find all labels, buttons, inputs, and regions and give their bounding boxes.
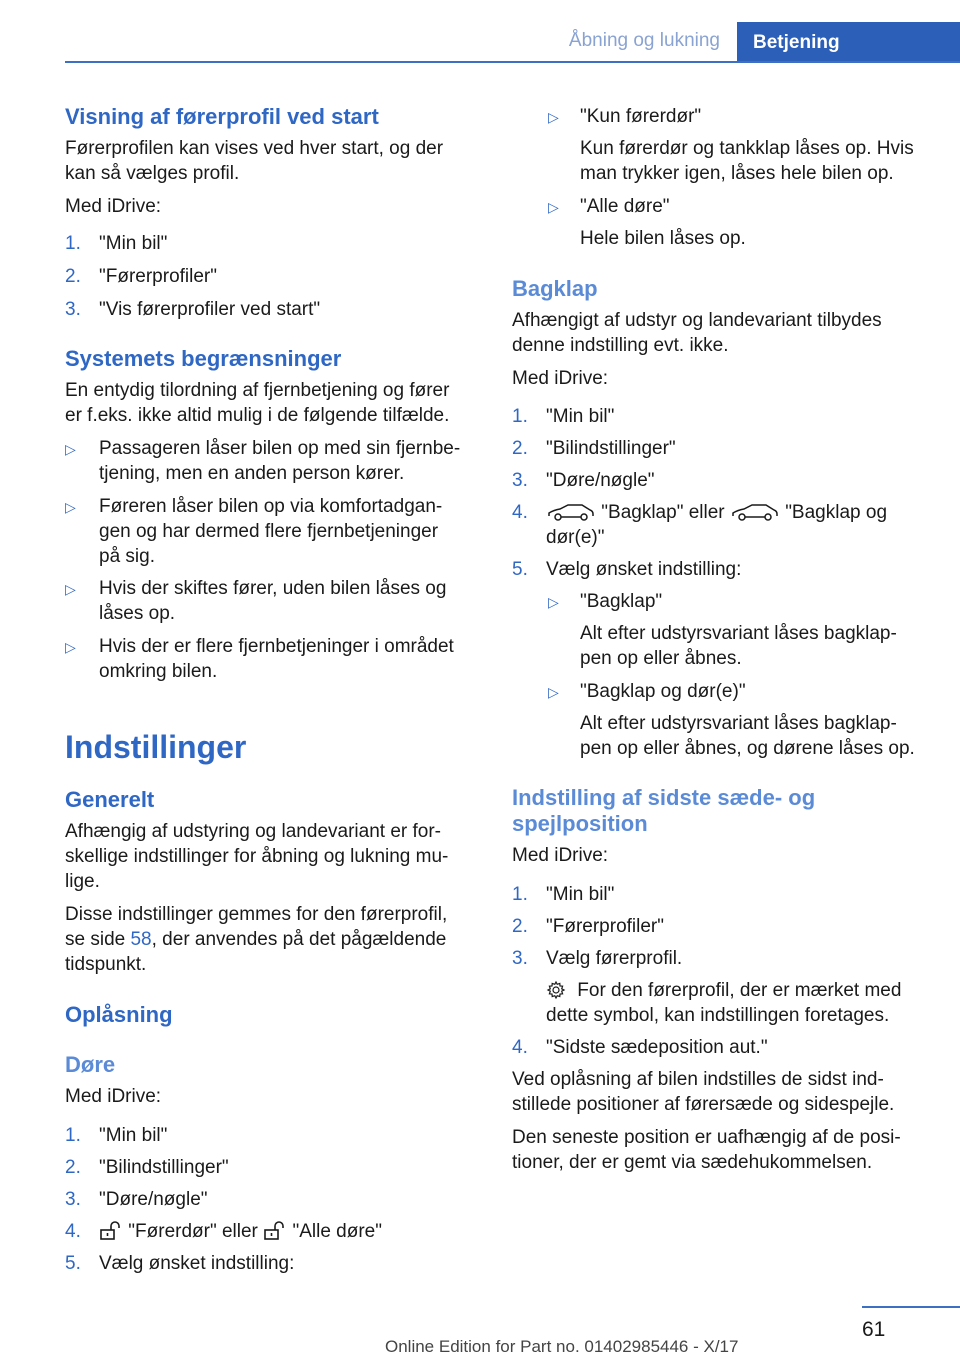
paragraph-line: En entydig tilordning af fjernbetjening og fører (65, 380, 450, 401)
footer-rule (862, 1306, 960, 1308)
triangle-bullet-icon: ▷ (65, 581, 76, 597)
triangle-bullet-icon: ▷ (548, 684, 559, 700)
paragraph-med-idrive: Med iDrive: (512, 845, 609, 866)
header-section-title: Åbning og lukning (568, 30, 720, 51)
heading-sidste-saede: Indstilling af sidste sæde- og (512, 785, 816, 810)
profile-gear-icon (546, 980, 566, 1000)
heading-indstillinger: Indstillinger (65, 729, 247, 765)
paragraph-line: lige. (65, 871, 100, 892)
page-reference-link[interactable]: 58 (130, 929, 152, 950)
paragraph-line: skellige indstillinger for åbning og lukning mu‐ (65, 846, 449, 867)
paragraph-line: stillede positioner af førersæde og sidespejle. (512, 1094, 895, 1115)
triangle-bullet-icon: ▷ (65, 639, 76, 655)
paragraph-line: Den seneste position er uafhængig af de posi‐ (512, 1127, 901, 1148)
paragraph-line: er f.eks. ikke altid mulig i de følgende tilfælde. (65, 405, 450, 426)
heading-sidste-saede: spejlposition (512, 811, 648, 836)
triangle-bullet-icon: ▷ (548, 199, 559, 215)
paragraph-line: kan så vælges profil. (65, 163, 240, 184)
paragraph-line: denne indstilling evt. ikke. (512, 335, 729, 356)
paragraph-med-idrive: Med iDrive: (512, 368, 609, 389)
paragraph-med-idrive: Med iDrive: (65, 196, 162, 217)
triangle-bullet-icon: ▷ (548, 594, 559, 610)
paragraph-line: Førerprofilen kan vises ved hver start, og der (65, 138, 444, 159)
paragraph-line: Disse indstillinger gemmes for den førerprofil, (65, 904, 448, 925)
edition-footer: Online Edition for Part no. 01402985446 - X/17 (385, 1337, 739, 1356)
lock-open-icon (263, 1221, 287, 1241)
paragraph-line: tioner, der er gemt via sædehukommelsen. (512, 1152, 873, 1173)
header-chapter-tab: Betjening (737, 22, 960, 62)
lock-open-icon (99, 1221, 123, 1241)
paragraph-line: tidspunkt. (65, 954, 147, 975)
heading-dore: Døre (65, 1052, 116, 1077)
triangle-bullet-icon: ▷ (65, 499, 76, 515)
paragraph-line: Afhængig af udstyring og landevariant er for‐ (65, 821, 441, 842)
paragraph-line: Ved oplåsning af bilen indstilles de sidst ind‐ (512, 1069, 884, 1090)
heading-visning: Visning af førerprofil ved start (65, 104, 379, 129)
paragraph-line: Afhængigt af udstyr og landevariant tilbydes (512, 310, 882, 331)
paragraph-med-idrive: Med iDrive: (65, 1086, 162, 1107)
header-rule (65, 61, 960, 63)
heading-bagklap: Bagklap (512, 276, 598, 301)
heading-oplasning: Oplåsning (65, 1002, 173, 1027)
heading-systemets: Systemets begrænsninger (65, 346, 342, 371)
paragraph-line: se side 58, der anvendes på det pågældende (65, 929, 447, 950)
car-tailgate-icon (730, 502, 780, 522)
triangle-bullet-icon: ▷ (548, 109, 559, 125)
heading-generelt: Generelt (65, 787, 155, 812)
car-tailgate-icon (546, 502, 596, 522)
page-number: 61 (862, 1318, 886, 1341)
triangle-bullet-icon: ▷ (65, 441, 76, 457)
